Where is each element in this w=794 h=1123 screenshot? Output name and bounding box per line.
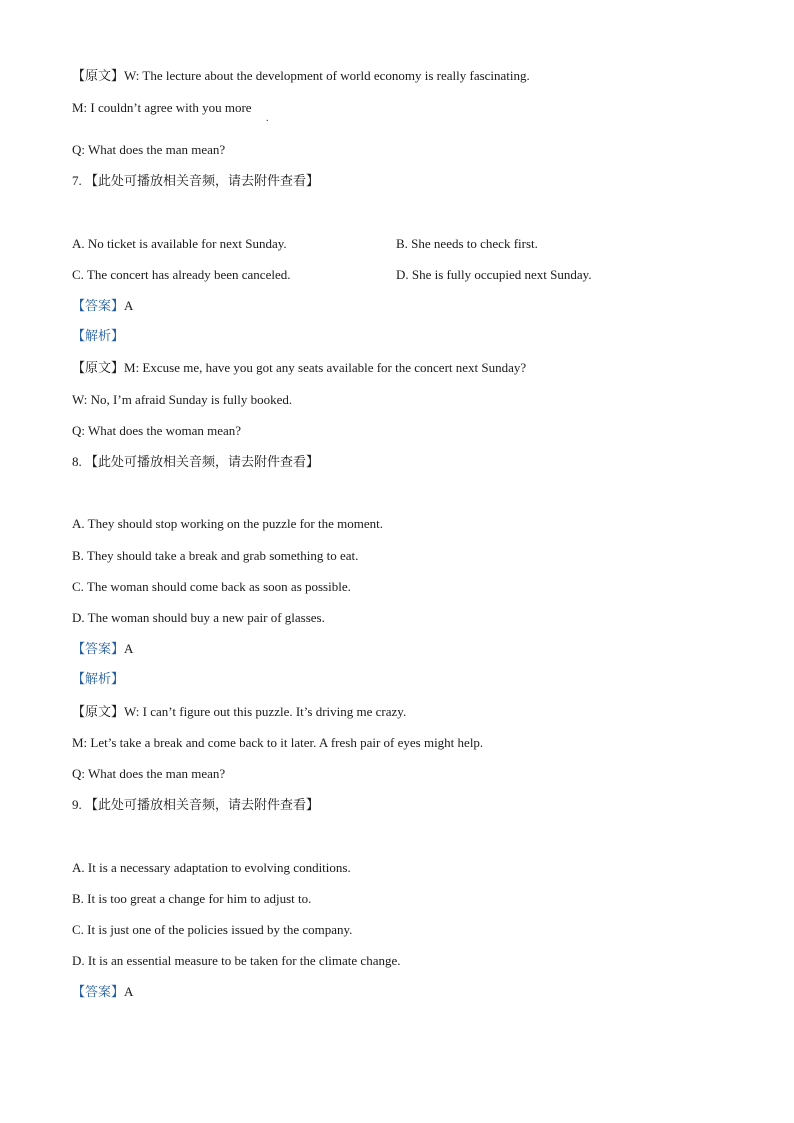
audio-note: 【此处可播放相关音频，请去附件查看】 <box>85 455 320 470</box>
question-number: 7. <box>72 173 82 188</box>
analysis-tag: 【解析】 <box>72 329 125 344</box>
transcript-tag: 【原文】 <box>72 705 125 720</box>
transcript-tag: 【原文】 <box>72 361 125 376</box>
answer-tag: 【答案】 <box>72 299 125 314</box>
transcript-line: M: Let’s take a break and come back to it later. A fresh pair of eyes might help. <box>72 735 484 750</box>
option-d: D. It is an essential measure to be taken for the climate change. <box>72 953 401 968</box>
option-b: B. It is too great a change for him to adjust to. <box>72 891 312 906</box>
answer-value: A <box>124 298 134 313</box>
answer-line <box>72 984 133 1001</box>
transcript-line: Q: What does the man mean? <box>72 766 226 781</box>
option-b: B. She needs to check first. <box>396 236 538 251</box>
option-b: B. They should take a break and grab something to eat. <box>72 548 359 563</box>
transcript-line: W: No, I’m afraid Sunday is fully booked. <box>72 392 293 407</box>
transcript-tag: 【原文】 <box>72 69 125 84</box>
audio-note: 【此处可播放相关音频，请去附件查看】 <box>85 798 320 813</box>
option-c: C. The concert has already been canceled. <box>72 267 291 282</box>
option-d: D. The woman should buy a new pair of glasses. <box>72 610 325 625</box>
option-c: C. It is just one of the policies issued by the company. <box>72 922 353 937</box>
transcript-line <box>72 704 406 721</box>
option-a: A. No ticket is available for next Sunday. <box>72 236 287 251</box>
option-c: C. The woman should come back as soon as possible. <box>72 579 351 594</box>
audio-note: 【此处可播放相关音频，请去附件查看】 <box>85 174 320 189</box>
answer-line <box>72 298 133 315</box>
transcript-text: W: The lecture about the development of world economy is really fascinating. <box>124 68 530 83</box>
option-a: A. They should stop working on the puzzle for the moment. <box>72 516 383 531</box>
question-number: 9. <box>72 797 82 812</box>
answer-tag: 【答案】 <box>72 985 125 1000</box>
transcript-text: W: I can’t figure out this puzzle. It’s driving me crazy. <box>124 704 407 719</box>
transcript-line: Q: What does the woman mean? <box>72 423 242 438</box>
option-a: A. It is a necessary adaptation to evolving conditions. <box>72 860 351 875</box>
answer-value: A <box>124 984 134 999</box>
analysis-tag: 【解析】 <box>72 672 125 687</box>
question-9-header <box>72 797 319 814</box>
answer-line <box>72 641 133 658</box>
transcript-line <box>72 68 530 85</box>
transcript-line: Q: What does the man mean? <box>72 142 226 157</box>
answer-value: A <box>124 641 134 656</box>
transcript-line <box>72 360 526 377</box>
stray-dot: . <box>266 113 269 124</box>
question-number: 8. <box>72 454 82 469</box>
option-d: D. She is fully occupied next Sunday. <box>396 267 592 282</box>
transcript-text: M: Excuse me, have you got any seats available for the concert next Sunday? <box>124 360 527 375</box>
question-8-header <box>72 454 319 471</box>
transcript-line: M: I couldn’t agree with you more <box>72 100 252 115</box>
question-7-header <box>72 173 319 190</box>
answer-tag: 【答案】 <box>72 642 125 657</box>
